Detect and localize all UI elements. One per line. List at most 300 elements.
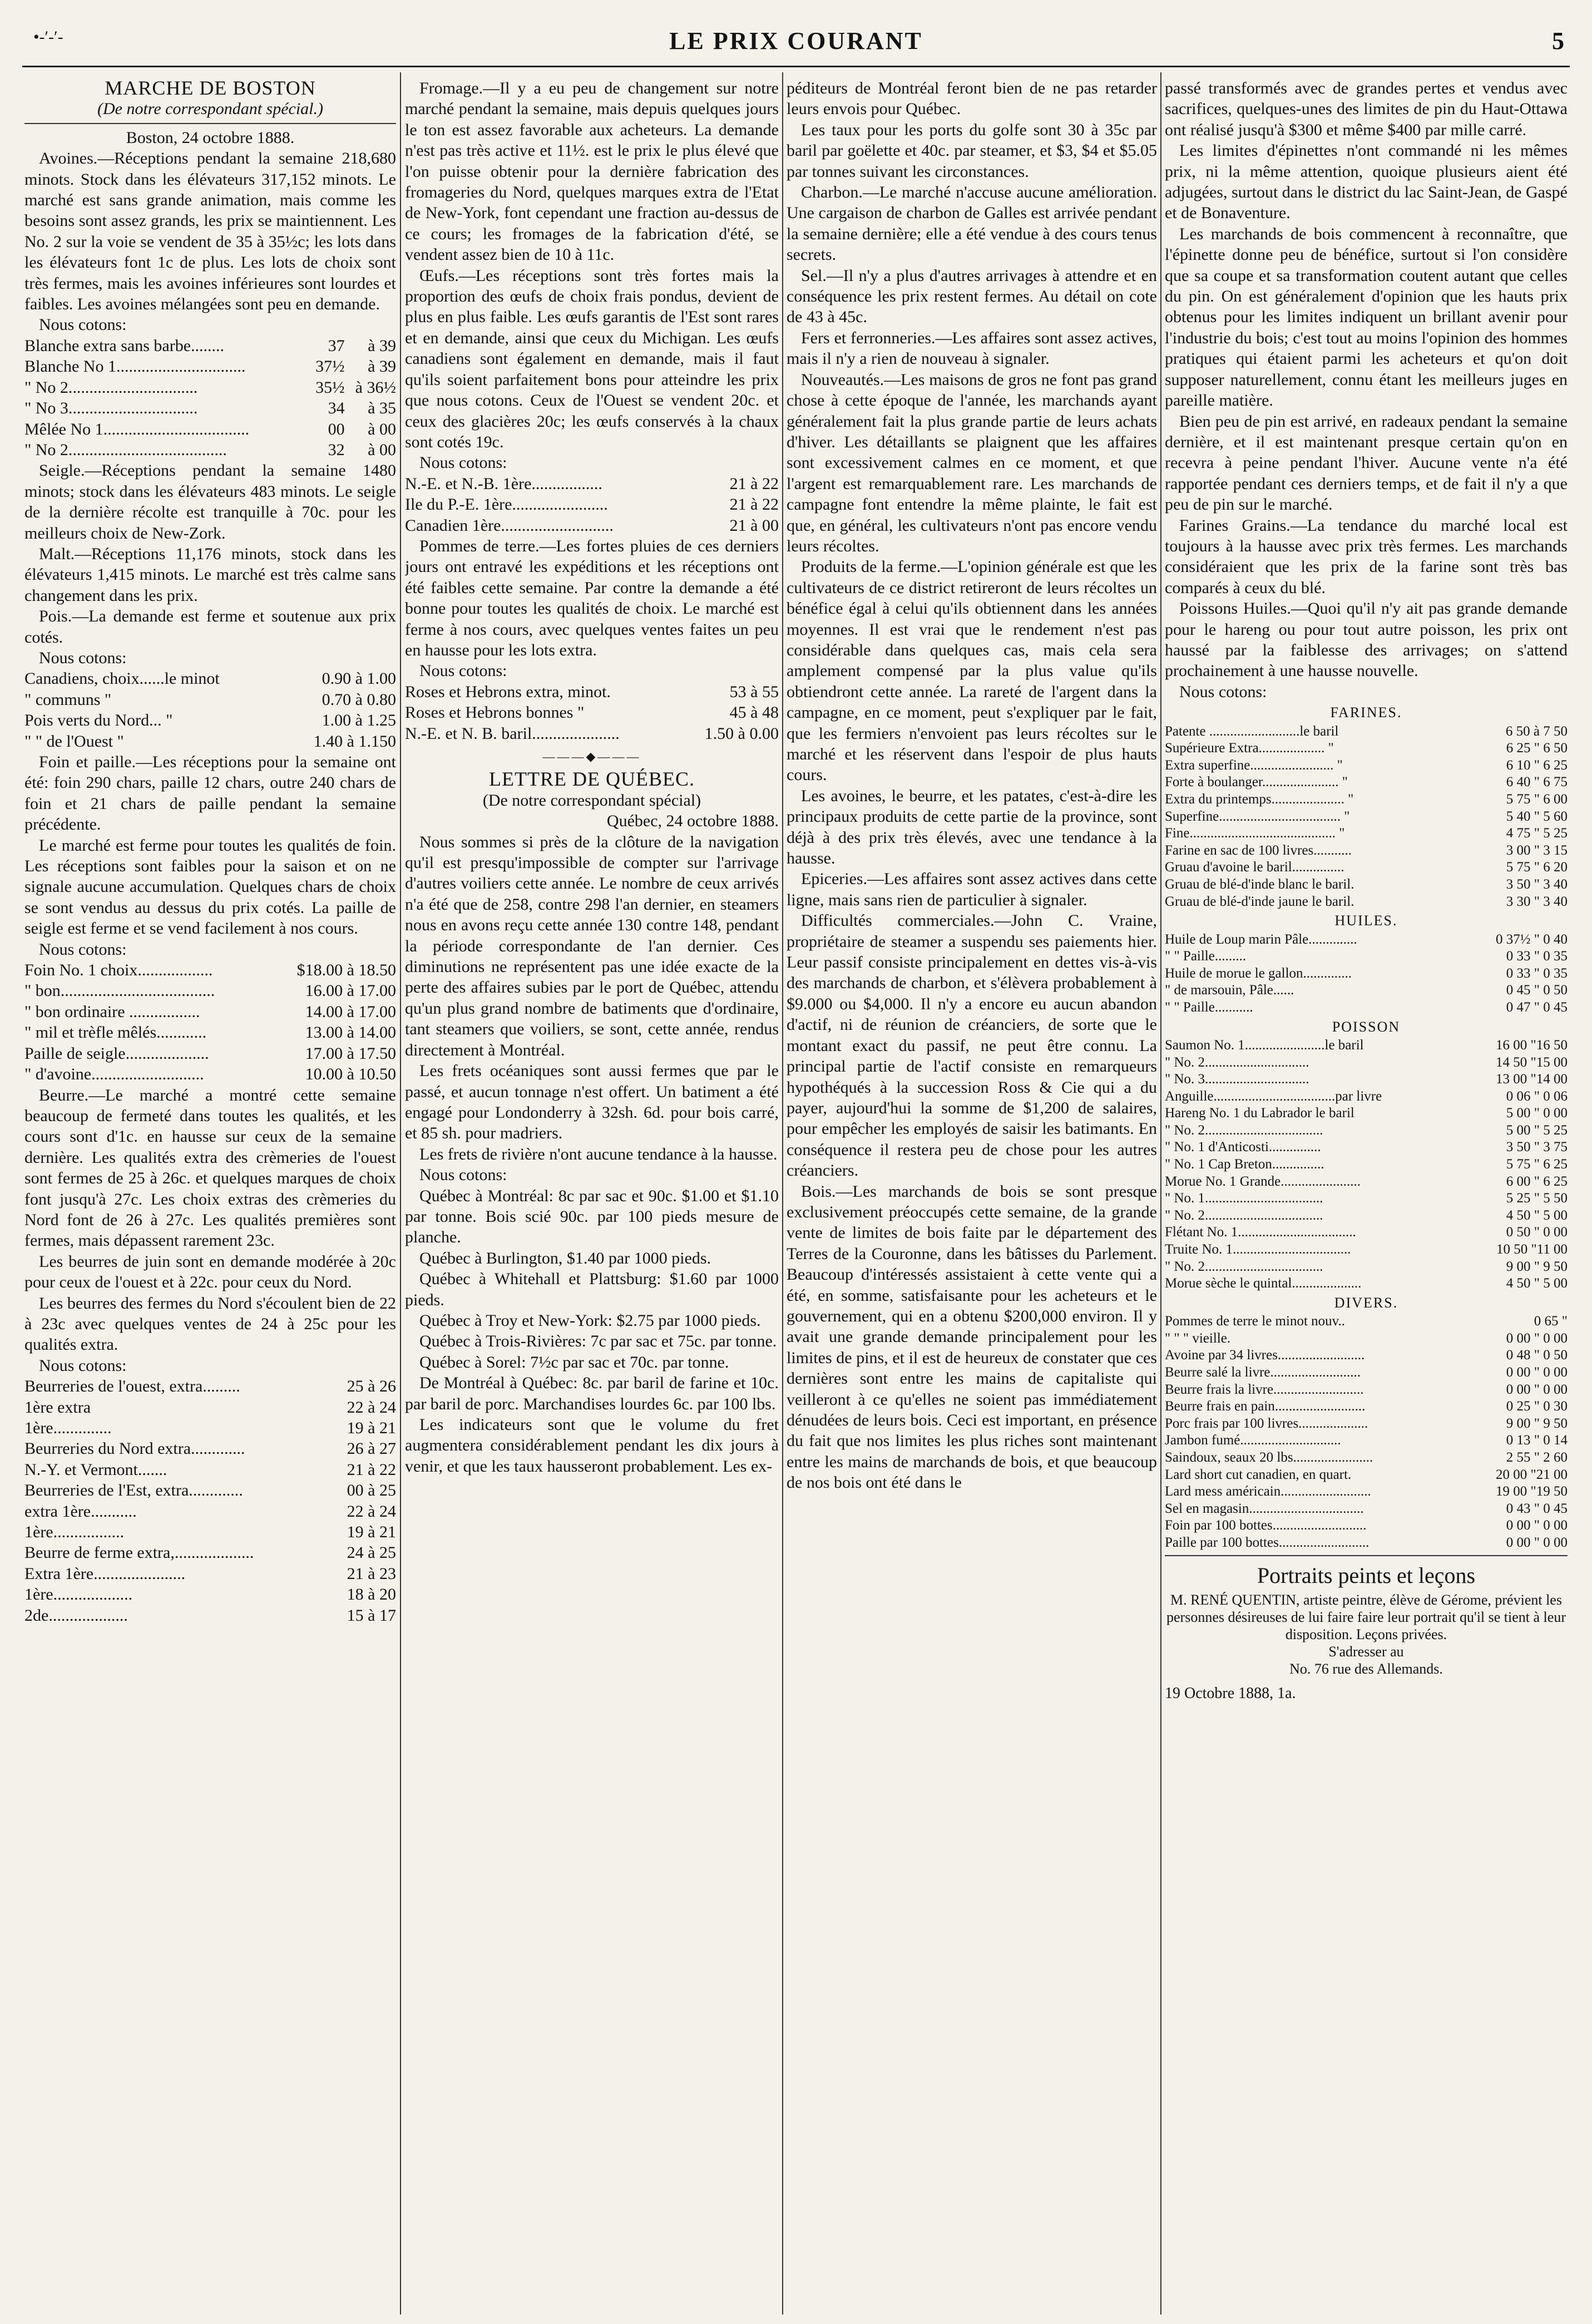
price-row xyxy=(24,1605,396,1626)
item-name: Canadiens, choix......le minot xyxy=(24,669,220,688)
pois-paragraph: Pois.—La demande est ferme et soutenue aux prix cotés. xyxy=(24,607,396,647)
produits-ferme-paragraph: Produits de la ferme.—L'opinion générale est que les cultivateurs de ce district retireront de leurs récoltes un bénéfice égal à celui qu'ils obtiennent dans les années moyennes. Il est vrai que le rendement n'est pas considérable dans quelques cas, mais cela sera amplement compensé par la plus value qu'ils obtiendront cette année. La rareté de l'argent dans la campagne, en ce moment, peut s'expliquer par le fait, que les fermiers n'envoient pas leurs récoltes sur le marché et les réservent dans l'espoir de plus hauts cours. xyxy=(787,557,1157,784)
item-name: Forte à boulanger...................... " xyxy=(1165,774,1348,790)
price-row xyxy=(1165,1517,1568,1534)
item-name: 1ère.............. xyxy=(24,1419,112,1437)
item-name: " " de l'Ouest " xyxy=(24,732,124,751)
ad-text: M. RENÉ QUENTIN, artiste peintre, élève de Gérome, prévient les personnes désireuses de lui faire faire leur portrait qu'il se tient à leur disposition. Leçons privées. xyxy=(1166,1591,1566,1642)
column-2 xyxy=(405,78,779,2309)
item-name: 1ère................... xyxy=(24,1585,133,1604)
price-range: 5 40 " 5 60 xyxy=(1506,808,1568,824)
farines-heading: FARINES. xyxy=(1330,704,1402,721)
item-name: Huile de Loup marin Pâle.............. xyxy=(1165,931,1357,947)
item-name: Extra 1ère...................... xyxy=(24,1564,186,1583)
price-low: 34 xyxy=(328,399,345,418)
price-row xyxy=(24,1563,396,1584)
item-name: Truite No. 1.................................. xyxy=(1165,1242,1351,1257)
price-range: 10.00 à 10.50 xyxy=(305,1065,396,1084)
ad-address: S'adresser au xyxy=(1328,1643,1404,1660)
header-rule xyxy=(22,66,1570,67)
price-row xyxy=(1165,1054,1568,1072)
price-row xyxy=(24,960,396,980)
item-name: Saumon No. 1.......................le baril xyxy=(1165,1037,1364,1053)
price-range: 0 00 " 0 00 xyxy=(1506,1381,1568,1397)
page-header xyxy=(22,22,1570,67)
price-row xyxy=(1165,876,1568,894)
item-name: " bon ordinaire ................. xyxy=(24,1002,200,1021)
price-low: 37 xyxy=(328,336,345,355)
price-range: 20 00 "21 00 xyxy=(1496,1467,1568,1482)
price-row xyxy=(24,1542,396,1563)
item-name: Pommes de terre le minot nouv.. xyxy=(1165,1314,1346,1329)
price-range: 5 75 " 6 20 xyxy=(1506,860,1568,875)
price-range: 21 à 22 xyxy=(729,474,779,493)
item-name: Beurreries de l'Est, extra............. xyxy=(24,1481,243,1500)
price-range: 16.00 à 17.00 xyxy=(305,981,396,1000)
ad-title: Portraits peints et leçons xyxy=(1257,1562,1476,1588)
price-range: 17.00 à 17.50 xyxy=(305,1044,396,1063)
divers-heading: DIVERS. xyxy=(1334,1294,1398,1311)
price-range: 0 65 " xyxy=(1534,1314,1568,1329)
price-row xyxy=(1165,1534,1568,1552)
price-high: à 39 xyxy=(368,336,396,355)
price-high: à 39 xyxy=(368,357,396,376)
quebec-dateline: Québec, 24 octobre 1888. xyxy=(606,812,779,831)
price-range: 0 00 " 0 00 xyxy=(1506,1534,1568,1550)
price-range: 19 00 "19 50 xyxy=(1496,1484,1568,1499)
item-name: " d'avoine........................... xyxy=(24,1065,204,1084)
price-row xyxy=(1165,1259,1568,1276)
price-row xyxy=(1165,1122,1568,1139)
price-row xyxy=(1165,1347,1568,1364)
item-name: " No. 1 d'Anticosti............... xyxy=(1165,1139,1321,1155)
item-name: N.-Y. et Vermont....... xyxy=(24,1460,167,1479)
item-name: Hareng No. 1 du Labrador le baril xyxy=(1165,1106,1354,1121)
beurre-table xyxy=(24,1376,396,1626)
item-name: Anguille...................................par livre xyxy=(1165,1088,1382,1104)
price-range: 14 50 "15 00 xyxy=(1496,1054,1568,1070)
price-range: 6 00 " 6 25 xyxy=(1506,1173,1568,1189)
price-row xyxy=(24,1459,396,1480)
taux-golfe-paragraph: Les taux pour les ports du golfe sont 30 à 35c par baril par goëlette et 40c. par steamer, et $3, $4 et $5.05 par tonnes suivant les circonstances. xyxy=(787,120,1157,181)
price-row xyxy=(1165,965,1568,983)
price-row xyxy=(24,398,396,418)
price-high: à 36½ xyxy=(355,378,396,397)
item-name: Gruau de blé-d'inde jaune le baril. xyxy=(1165,894,1354,909)
item-name: " No. 2.............................. xyxy=(1165,1054,1309,1070)
ad-date: 19 Octobre 1888, 1a. xyxy=(1165,1684,1296,1702)
fret-rate: Québec à Troy et New-York: $2.75 par 1000 pieds. xyxy=(419,1311,761,1330)
price-range: 26 à 27 xyxy=(347,1439,396,1458)
price-row xyxy=(1165,1241,1568,1259)
price-row xyxy=(24,1001,396,1022)
price-range: 0 48 " 0 50 xyxy=(1506,1348,1568,1363)
nous-cotons: Nous cotons: xyxy=(419,1166,507,1185)
price-range: 00 à 25 xyxy=(347,1481,396,1500)
price-row xyxy=(1165,1313,1568,1330)
price-range: 19 à 21 xyxy=(347,1419,396,1437)
item-name: Morue sèche le quintal.................... xyxy=(1165,1276,1362,1291)
price-row xyxy=(1165,1037,1568,1054)
price-row xyxy=(24,1397,396,1418)
poissons-huiles-paragraph: Poissons Huiles.—Quoi qu'il n'y ait pas grande demande pour le hareng ou pour tout autre poisson, les prix ont haussé par la faiblesse des arrivages; on s'attend prochainement à une hausse nouvelle. xyxy=(1165,599,1568,680)
price-range: 13 00 "14 00 xyxy=(1496,1072,1568,1087)
price-range: 5 00 " 5 25 xyxy=(1506,1122,1568,1138)
price-row xyxy=(405,515,779,536)
item-name: Beurre salé la livre.......................... xyxy=(1165,1365,1361,1380)
item-name: " No 3............................... xyxy=(24,399,198,418)
fret-rate: Québec à Trois-Rivières: 7c par sac et 75c. par tonne. xyxy=(419,1332,777,1351)
price-range: 4 50 " 5 00 xyxy=(1506,1276,1568,1291)
price-row xyxy=(1165,894,1568,911)
price-row xyxy=(1165,740,1568,757)
item-name: Foin No. 1 choix.................. xyxy=(24,961,213,980)
nous-cotons: Nous cotons: xyxy=(39,648,127,667)
price-row xyxy=(24,1480,396,1501)
marchands-bois-paragraph: Les marchands de bois commencent à reconnaître, que l'épinette donne peu de bénéfice, surtout si l'on considère que sa coupe et sa transformation coutent autant que celles du pin. On est généralement d'opinion que les hauts prix obtenus pour les limites indiquent un brillant avenir pour l'industrie du bois; c'est tout au moins l'opinion des hommes pratiques qui étaient parmi les acheteurs et qu'on doit supposer naturellement, connu étant les meilleurs juges en pareille matière. xyxy=(1165,224,1568,410)
price-low: 37½ xyxy=(315,357,345,376)
price-range: 21 à 00 xyxy=(729,516,779,535)
item-name: Ile du P.-E. 1ère....................... xyxy=(405,495,608,514)
item-name: " No 2...................................... xyxy=(24,440,227,459)
item-name: Blanche No 1............................... xyxy=(24,357,246,376)
price-row xyxy=(24,377,396,398)
price-row xyxy=(1165,1483,1568,1501)
price-range: 21 à 22 xyxy=(347,1460,396,1479)
boston-dateline: Boston, 24 octobre 1888. xyxy=(126,128,295,147)
price-high: à 35 xyxy=(368,399,396,418)
price-range: 0 00 " 0 00 xyxy=(1506,1365,1568,1380)
boston-title: MARCHE DE BOSTON xyxy=(105,78,316,99)
price-row xyxy=(1165,791,1568,808)
price-range: 0 43 " 0 45 xyxy=(1506,1501,1568,1516)
oats-table xyxy=(24,335,396,460)
price-row xyxy=(1165,842,1568,860)
item-name: Beurre frais la livre.......................... xyxy=(1165,1381,1364,1397)
item-name: " No. 2.................................. xyxy=(1165,1207,1323,1223)
price-row xyxy=(1165,1330,1568,1348)
indicateurs-paragraph: Les indicateurs sont que le volume du fret augmentera considérablement pendant les dix jours à venir, et que les taux hausseront probablement. Les ex- xyxy=(405,1415,779,1476)
huiles-heading: HUILES. xyxy=(1334,912,1398,929)
price-row xyxy=(24,1438,396,1459)
item-name: Avoine par 34 livres......................... xyxy=(1165,1348,1365,1363)
item-name: " No. 1 Cap Breton............... xyxy=(1165,1157,1324,1172)
item-name: Beurre de ferme extra,................... xyxy=(24,1543,254,1562)
fromage-paragraph: Fromage.—Il y a eu peu de changement sur notre marché pendant la semaine, mais depuis quelques jours le ton est assez favorable aux acheteurs. La demande n'est pas très active et 11½. est le prix le plus élevé que l'on puisse obtenir pour la dernière fabrication des fromageries du Nord, quelques marques extra de l'Etat de New-York, font cependant une fraction au-dessus de ce cours; les fromages de la fabrication d'été, se vendent assez bien de 10 à 11c. xyxy=(405,79,779,264)
price-row xyxy=(24,710,396,731)
price-range: 21 à 22 xyxy=(729,495,779,514)
price-range: 0 47 " 0 45 xyxy=(1506,999,1568,1015)
price-row xyxy=(24,980,396,1001)
item-name: Jambon fumé............................. xyxy=(1165,1433,1341,1448)
item-name: N.-E. et N.-B. 1ère................. xyxy=(405,474,602,493)
price-row xyxy=(24,1418,396,1438)
pois-table xyxy=(24,668,396,752)
price-row xyxy=(1165,1501,1568,1518)
item-name: 2de................... xyxy=(24,1606,128,1625)
oeufs-paragraph: Œufs.—Les réceptions sont très fortes mais la proportion des œufs de choix frais pondus, devient de plus en plus faible. Les œufs garantis de l'Est sont rares et en demande, ainsi que ceux du Michigan. Les œufs canadiens sont également en demande, mais il faut qu'ils soient parfaitement bons pour atteindre les prix que nous cotons. Ceux de l'Ouest se vendent 20c. et ceux des glacières 20c; les œufs conservés à la chaux sont cotés 19c. xyxy=(405,266,779,451)
price-range: 6 40 " 6 75 xyxy=(1506,774,1568,790)
price-row xyxy=(1165,1449,1568,1467)
item-name: Supérieure Extra................... " xyxy=(1165,741,1334,756)
price-row xyxy=(24,1522,396,1542)
price-range: 0 50 " 0 00 xyxy=(1506,1225,1568,1240)
divider xyxy=(24,123,396,124)
price-range: 22 à 24 xyxy=(347,1502,396,1521)
price-row xyxy=(24,419,396,440)
price-range: 9 00 " 9 50 xyxy=(1506,1259,1568,1274)
seigle-paragraph: Seigle.—Réceptions pendant la semaine 1480 minots; stock dans les élévateurs 483 minots. Le seigle de la dernière récolte est tranquille à 70c. pour les meilleurs choix de New-Zork. xyxy=(24,461,396,542)
item-name: Blanche extra sans barbe........ xyxy=(24,336,225,355)
price-range: 6 50 à 7 50 xyxy=(1505,723,1568,739)
price-range: 6 25 " 6 50 xyxy=(1506,741,1568,756)
sel-paragraph: Sel.—Il n'y a plus d'autres arrivages à attendre et en conséquence les prix restent fermes. Au détail on cote de 43 à 45c. xyxy=(787,266,1157,327)
price-row xyxy=(1165,1224,1568,1241)
item-name: Sel en magasin................................. xyxy=(1165,1501,1364,1516)
item-name: Patente ..........................le baril xyxy=(1165,723,1339,739)
price-range: 0 33 " 0 35 xyxy=(1506,949,1568,964)
item-name: Flétant No. 1.................................. xyxy=(1165,1225,1356,1240)
price-row xyxy=(1165,1071,1568,1088)
price-row xyxy=(405,473,779,494)
price-row xyxy=(1165,1364,1568,1381)
beurre-fermes-paragraph: Les beurres des fermes du Nord s'écoulent bien de 22 à 23c avec quelques ventes de 24 à 25c pour les qualités extra. xyxy=(24,1294,396,1354)
epiceries-paragraph: Epiceries.—Les affaires sont assez actives dans cette ligne, mais sans rien de particulier à signaler. xyxy=(787,870,1157,909)
item-name: Paille par 100 bottes.......................... xyxy=(1165,1534,1369,1550)
price-range: 0 00 " 0 00 xyxy=(1506,1518,1568,1533)
price-row xyxy=(24,440,396,460)
price-range: 3 00 " 3 15 xyxy=(1506,842,1568,858)
price-row xyxy=(1165,1156,1568,1173)
price-range: 0 37½ " 0 40 xyxy=(1496,931,1568,947)
item-name: Roses et Hebrons bonnes " xyxy=(405,703,585,722)
nous-cotons: Nous cotons: xyxy=(39,315,127,334)
item-name: Morue No. 1 Grande....................... xyxy=(1165,1173,1361,1189)
price-range: 25 à 26 xyxy=(347,1377,396,1396)
item-name: Huile de morue le gallon.............. xyxy=(1165,965,1352,981)
price-high: à 00 xyxy=(368,440,396,459)
price-range: 9 00 " 9 50 xyxy=(1506,1415,1568,1431)
quebec-subtitle: (De notre correspondant spécial) xyxy=(482,791,701,810)
huiles-table xyxy=(1165,931,1568,1017)
item-name: Lard mess américain.......................... xyxy=(1165,1484,1371,1499)
pin-paragraph: Bien peu de pin est arrivé, en radeaux pendant la semaine dernière, et il est maintenant presque certain qu'on en recevra à peine pendant l'hiver. Aucune vente n'a été rapportée pendant ces derniers temps, et de fait il n'y a que peu de pin sur le marché. xyxy=(1165,412,1568,514)
price-row xyxy=(24,1043,396,1064)
item-name: Extra superfine........................ " xyxy=(1165,757,1343,773)
price-range: 14.00 à 17.00 xyxy=(305,1002,396,1021)
continuation-paragraph: passé transformés avec de grandes pertes et vendus avec sacrifices, quelques-unes des limites de pin du Haut-Ottawa ont réalisé jusqu'à $300 et même $400 par mille carré. xyxy=(1165,79,1568,139)
price-row xyxy=(24,668,396,689)
price-range: 0 13 " 0 14 xyxy=(1506,1433,1568,1448)
continuation-paragraph: péditeurs de Montréal feront bien de ne pas retarder leurs envois pour Québec. xyxy=(787,79,1157,119)
column-divider xyxy=(1160,72,1161,2315)
difficultes-paragraph: Difficultés commerciales.—John C. Vraine, propriétaire de steamer a suspendu ses paiements hier. Leur passif consiste principalement en dettes vis-à-vis des marchands de charbon, et s'élèvera probablement à $9.000 ou $4,000. Il n'y a encore eu aucun abandon d'actif, ni de réunion de créanciers, de sorte que le montant exact du passif, ne peut être connu. La principal partie de l'actif consiste en remarqueurs hypothéqués à la succession Ross & Cie qui a du payer, aujourd'hui la somme de $1,200 de salaires, pour empêcher les employés de saisir les batimants. En conséquence il restera peu de chose pour les autres créanciers. xyxy=(787,911,1157,1180)
column-1 xyxy=(24,78,396,2309)
fret-rate: Québec à Whitehall et Plattsburg: $1.60 par 1000 pieds. xyxy=(405,1270,779,1309)
price-range: 10 50 "11 00 xyxy=(1496,1242,1568,1257)
price-row xyxy=(1165,1275,1568,1292)
column-divider xyxy=(400,72,401,2315)
foin-table xyxy=(24,960,396,1084)
header-mark: •‐′‐′‐ xyxy=(33,28,63,46)
foin-paragraph: Foin et paille.—Les réceptions pour la semaine ont été: foin 290 chars, paille 12 chars, outre 240 chars de foin et 21 chars de paille pendant la semaine précédente. xyxy=(24,753,396,834)
nous-cotons: Nous cotons: xyxy=(419,453,507,472)
price-row xyxy=(405,682,779,702)
ornament-divider: ———◆——— xyxy=(542,749,641,763)
price-row xyxy=(24,689,396,710)
item-name: " " " vieille. xyxy=(1165,1330,1231,1346)
price-row xyxy=(405,494,779,515)
price-row xyxy=(1165,948,1568,965)
navigation-paragraph: Nous sommes si près de la clôture de la navigation qu'il est presqu'impossible de compter sur l'arrivage d'autres voiliers cette année. Le nombre de ceux arrivés n'a été que de 258, contre 298 l'an dernier, en steamers nous en avons reçu cette année 130 contre 148, pendant la période correspondante de l'an dernier. Ces diminutions ne représentent pas une idée exacte de la perte des affaires subies par le port de Québec, attendu qu'un plus grand nombre de batiments que d'ordinaire, tant steamers que voiliers, se sont, cette année, rendus directement à Montréal. xyxy=(405,832,779,1059)
item-name: " " Paille........... xyxy=(1165,999,1253,1015)
item-name: Canadien 1ère........................... xyxy=(405,516,614,535)
price-row xyxy=(1165,1398,1568,1415)
frets-oceaniques-paragraph: Les frets océaniques sont aussi fermes que par le passé, et aucun tonnage n'est offert. Un batiment a été engagé pour Londonderry à 32sh. 6d. pour bois carré, et 85 sh. pour madriers. xyxy=(405,1062,779,1143)
item-name: Lard short cut canadien, en quart. xyxy=(1165,1467,1352,1482)
nous-cotons: Nous cotons: xyxy=(419,662,507,680)
price-row xyxy=(1165,1190,1568,1207)
item-name: 1ère extra xyxy=(24,1398,91,1417)
item-name: " No. 2.................................. xyxy=(1165,1259,1323,1274)
item-name: Fine.......................................... " xyxy=(1165,826,1345,841)
price-row xyxy=(1165,808,1568,826)
poisson-heading: POISSON xyxy=(1332,1018,1401,1035)
item-name: " communs " xyxy=(24,690,112,709)
price-range: 53 à 55 xyxy=(729,682,779,701)
price-range: 45 à 48 xyxy=(729,703,779,722)
montreal-quebec-paragraph: De Montréal à Québec: 8c. par baril de farine et 10c. par baril de porc. Marchandises lourdes 6c. par 100 lbs. xyxy=(405,1374,779,1413)
price-row xyxy=(24,356,396,377)
item-name: " No. 3.............................. xyxy=(1165,1072,1309,1087)
price-low: 00 xyxy=(328,420,345,438)
price-range: 1.40 à 1.150 xyxy=(313,732,396,751)
charbon-paragraph: Charbon.—Le marché n'accuse aucune amélioration. Une cargaison de charbon de Galles est arrivée pendant la semaine dernière; elle a été vendue à des cours tenus secrets. xyxy=(787,183,1157,264)
epinettes-paragraph: Les limites d'épinettes n'ont commandé ni les mêmes prix, ni la même attention, quoique plusieurs aient été adjugées, surtout dans le district du lac Saint-Jean, de Gaspé et de Bonaventure. xyxy=(1165,141,1568,223)
price-range: 0 45 " 0 50 xyxy=(1506,983,1568,998)
price-high: à 00 xyxy=(368,420,396,438)
item-name: Extra du printemps..................... " xyxy=(1165,791,1354,807)
newspaper-title: LE PRIX COURANT xyxy=(669,27,923,55)
item-name: Mêlée No 1................................... xyxy=(24,420,250,438)
divider xyxy=(1165,1555,1568,1556)
item-name: Porc frais par 100 livres.................... xyxy=(1165,1415,1368,1431)
price-range: 13.00 à 14.00 xyxy=(305,1023,396,1042)
price-range: 18 à 20 xyxy=(347,1585,396,1604)
bois-paragraph: Bois.—Les marchands de bois se sont presque exclusivement préoccupés cette semaine, de la grande vente de limites de bois faite par le département des Terres de la Couronne, dans les bâtisses du Parlement. Beaucoup d'intéressés assistaient à cette vente qui a été, en somme, satisfaisante pour les acheteurs et le gouvernement, qui en a obtenu $200,000 environ. Il y avait une grande demande principalement pour les limites de pins, et il est de heureux de constater que ces dernières sont entre les mains de capitaliste qui veilleront à ce qu'elles ne soient pas immédiatement dénudées de leurs bois. Ceci est important, en présence du fait que nos limites les plus riches sont maintenant entre les mains de marchands de bois, et que beaucoup de nos bois ont été dans le xyxy=(787,1182,1157,1492)
price-range: 3 50 " 3 40 xyxy=(1506,876,1568,892)
item-name: Paille de seigle.................... xyxy=(24,1044,209,1063)
column-divider xyxy=(782,72,783,2315)
oeufs-table xyxy=(405,473,779,536)
item-name: Beurreries du Nord extra............. xyxy=(24,1439,245,1458)
page-number: 5 xyxy=(1552,27,1564,55)
column-3 xyxy=(787,78,1157,2309)
price-row xyxy=(24,1376,396,1397)
price-range: 4 75 " 5 25 xyxy=(1506,826,1568,841)
price-row xyxy=(1165,723,1568,741)
column-4 xyxy=(1165,78,1568,2309)
price-range: 19 à 21 xyxy=(347,1523,396,1542)
price-range: 3 30 " 3 40 xyxy=(1506,894,1568,909)
item-name: Gruau de blé-d'inde blanc le baril. xyxy=(1165,876,1354,892)
price-range: 6 10 " 6 25 xyxy=(1506,757,1568,773)
price-range: 2 55 " 2 60 xyxy=(1506,1449,1568,1465)
price-row xyxy=(405,702,779,723)
price-row xyxy=(24,1022,396,1043)
price-row xyxy=(1165,1139,1568,1156)
malt-paragraph: Malt.—Réceptions 11,176 minots, stock dans les élévateurs 1,415 minots. Le marché est très calme sans changement dans les prix. xyxy=(24,544,396,605)
avoines-paragraph: Avoines.—Réceptions pendant la semaine 218,680 minots. Stock dans les élévateurs 317,152 minots. Le marché est sans grande animation, mais comme les besoins sont assez grands, les prix se maintiennent. Les No. 2 sur la voie se vendent de 35 à 35½c; les lots dans les élévateurs font 1c de plus. Les lots de choix sont très fermes, mais les avoines inférieures sont lourdes et faibles. Les avoines mélangées sont peu en demande. xyxy=(24,149,396,314)
price-row xyxy=(24,1584,396,1605)
price-range: $18.00 à 18.50 xyxy=(296,961,396,980)
item-name: " No. 1.................................. xyxy=(1165,1191,1323,1206)
item-name: N.-E. et N. B. baril..................... xyxy=(405,724,620,743)
price-range: 5 00 " 0 00 xyxy=(1506,1106,1568,1121)
price-range: 0 00 " 0 00 xyxy=(1506,1330,1568,1346)
price-row xyxy=(1165,774,1568,791)
price-range: 0.90 à 1.00 xyxy=(322,669,396,688)
price-range: 4 50 " 5 00 xyxy=(1506,1207,1568,1223)
price-range: 5 75 " 6 25 xyxy=(1506,1157,1568,1172)
price-range: 0.70 à 0.80 xyxy=(322,690,396,709)
price-low: 32 xyxy=(328,440,345,459)
farines-grains-paragraph: Farines Grains.—La tendance du marché local est toujours à la hausse avec prix très fermes. Les marchands considéraient que les prix de la farine sont très bas comparés à ceux du blé. xyxy=(1165,516,1568,597)
fret-rate: Québec à Burlington, $1.40 par 1000 pieds. xyxy=(419,1249,711,1267)
fret-rate: Québec à Sorel: 7½c par sac et 70c. par tonne. xyxy=(419,1353,729,1371)
price-range: 15 à 17 xyxy=(347,1606,396,1625)
avoines-beurre-paragraph: Les avoines, le beurre, et les patates, c'est-à-dire les principaux produits de cette partie de la province, sont déjà à des prix très élevés, avec une tendance à la hausse. xyxy=(787,786,1157,868)
ad-address: No. 76 rue des Allemands. xyxy=(1289,1660,1443,1677)
price-row xyxy=(1165,1467,1568,1484)
item-name: Roses et Hebrons extra, minot. xyxy=(405,682,611,701)
item-name: extra 1ère........... xyxy=(24,1502,137,1521)
price-row xyxy=(1165,999,1568,1017)
item-name: Gruau d'avoine le baril............... xyxy=(1165,860,1344,875)
quebec-title: LETTRE DE QUÉBEC. xyxy=(489,768,695,791)
price-range: 1.00 à 1.25 xyxy=(322,711,396,730)
fers-paragraph: Fers et ferronneries.—Les affaires sont assez actives, mais il n'y a rien de nouveau à signaler. xyxy=(787,328,1157,368)
divers-table xyxy=(1165,1313,1568,1551)
item-name: " " Paille......... xyxy=(1165,949,1247,964)
price-range: 0 33 " 0 35 xyxy=(1506,965,1568,981)
nous-cotons: Nous cotons: xyxy=(39,1356,127,1375)
nous-cotons: Nous cotons: xyxy=(1179,682,1267,701)
item-name: " bon..................................... xyxy=(24,981,215,1000)
price-row xyxy=(24,335,396,356)
price-row xyxy=(1165,982,1568,999)
price-range: 22 à 24 xyxy=(347,1398,396,1417)
frets-riviere-paragraph: Les frets de rivière n'ont aucune tendance à la hausse. xyxy=(419,1144,778,1163)
price-range: 16 00 "16 50 xyxy=(1496,1037,1568,1053)
price-row xyxy=(1165,1415,1568,1433)
price-row xyxy=(1165,1381,1568,1399)
price-range: 5 75 " 6 00 xyxy=(1506,791,1568,807)
item-name: " mil et trèfle mêlés............ xyxy=(24,1023,207,1042)
price-row xyxy=(24,1501,396,1522)
item-name: Farine en sac de 100 livres........... xyxy=(1165,842,1352,858)
price-row xyxy=(405,723,779,744)
poisson-table xyxy=(1165,1037,1568,1292)
price-row xyxy=(1165,859,1568,876)
price-row xyxy=(24,1064,396,1084)
price-range: 21 à 23 xyxy=(347,1564,396,1583)
item-name: " No 2............................... xyxy=(24,378,198,397)
price-range: 3 50 " 3 75 xyxy=(1506,1139,1568,1155)
price-row xyxy=(1165,1173,1568,1191)
price-row xyxy=(1165,1105,1568,1122)
price-row xyxy=(1165,825,1568,842)
